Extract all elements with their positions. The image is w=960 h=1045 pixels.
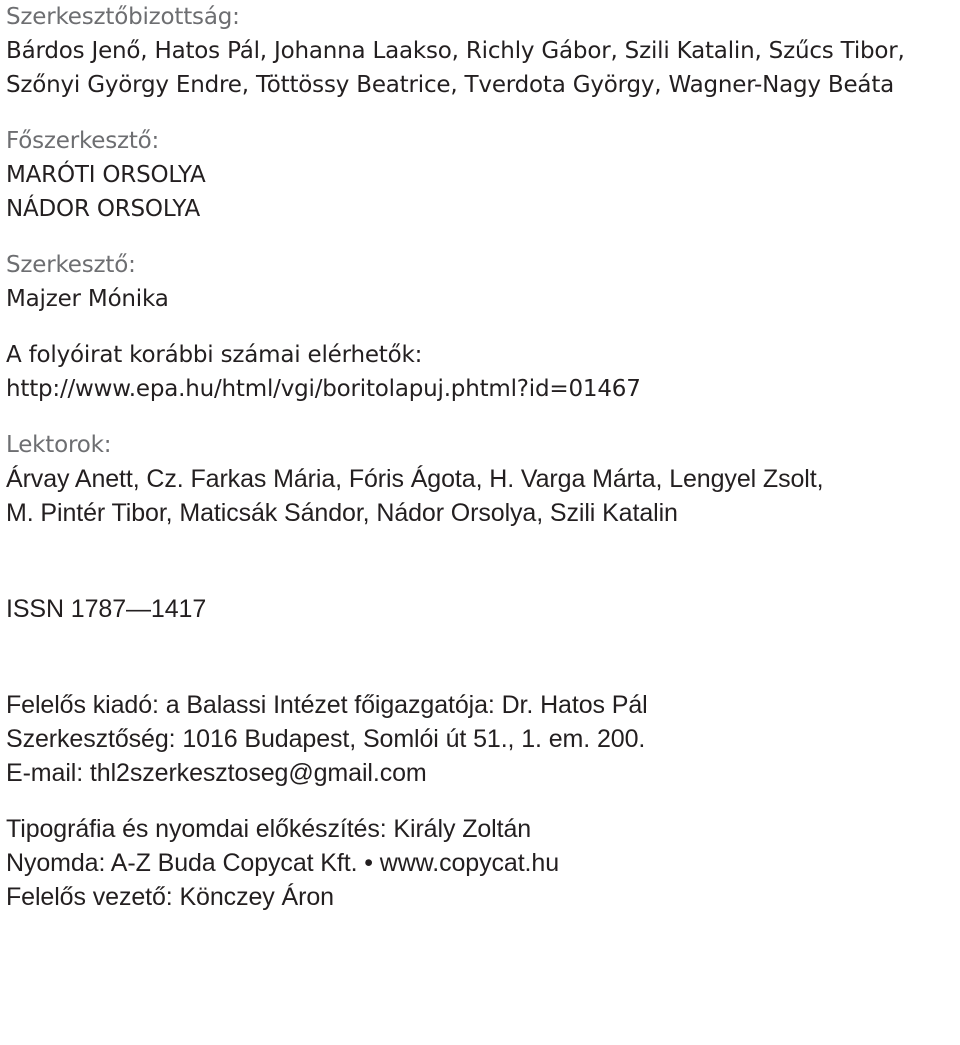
reviewers-line-2: M. Pintér Tibor, Maticsák Sándor, Nádor Orsolya, Szili Katalin — [6, 499, 678, 527]
editor-in-chief-section — [6, 124, 956, 226]
production-typography: Tipográfia és nyomdai előkészítés: Király Zoltán — [6, 815, 532, 843]
publisher-section — [6, 688, 956, 790]
reviewers-heading: Lektorok: — [6, 432, 112, 458]
archive-text: A folyóirat korábbi számai elérhetők: — [6, 342, 423, 368]
editor-in-chief-heading: Főszerkesztő: — [6, 128, 160, 154]
editorial-board-members-line-2: Szőnyi György Endre, Töttössy Beatrice, Tverdota György, Wagner-Nagy Beáta — [6, 72, 895, 98]
publisher-office-address: Szerkesztőség: 1016 Budapest, Somlói út 51., 1. em. 200. — [6, 725, 646, 753]
production-section — [6, 812, 956, 914]
editor-heading: Szerkesztő: — [6, 252, 136, 278]
editor-name: Majzer Mónika — [6, 286, 169, 312]
archive-url: http://www.epa.hu/html/vgi/boritolapuj.phtml?id=01467 — [6, 376, 641, 402]
editor-in-chief-name: MARÓTI ORSOLYA — [6, 162, 206, 188]
reviewers-line-1: Árvay Anett, Cz. Farkas Mária, Fóris Ágota, H. Varga Márta, Lengyel Zsolt, — [6, 465, 824, 493]
colophon-page — [6, 0, 956, 914]
editor-section — [6, 248, 956, 316]
production-manager: Felelős vezető: Könczey Áron — [6, 883, 334, 911]
reviewers-section — [6, 428, 956, 530]
publisher-responsible: Felelős kiadó: a Balassi Intézet főigazgatója: Dr. Hatos Pál — [6, 691, 648, 719]
issn-section — [6, 592, 956, 626]
archive-section — [6, 338, 956, 406]
editorial-board-section — [6, 0, 956, 102]
editorial-board-members-line-1: Bárdos Jenő, Hatos Pál, Johanna Laakso, Richly Gábor, Szili Katalin, Szűcs Tibor, — [6, 38, 905, 64]
publisher-email: E-mail: thl2szerkesztoseg@gmail.com — [6, 759, 427, 787]
editor-in-chief-name: NÁDOR ORSOLYA — [6, 196, 200, 222]
editorial-board-heading: Szerkesztőbizottság: — [6, 4, 240, 30]
issn-number: ISSN 1787—1417 — [6, 595, 207, 623]
production-printer: Nyomda: A-Z Buda Copycat Kft. • www.copycat.hu — [6, 849, 560, 877]
